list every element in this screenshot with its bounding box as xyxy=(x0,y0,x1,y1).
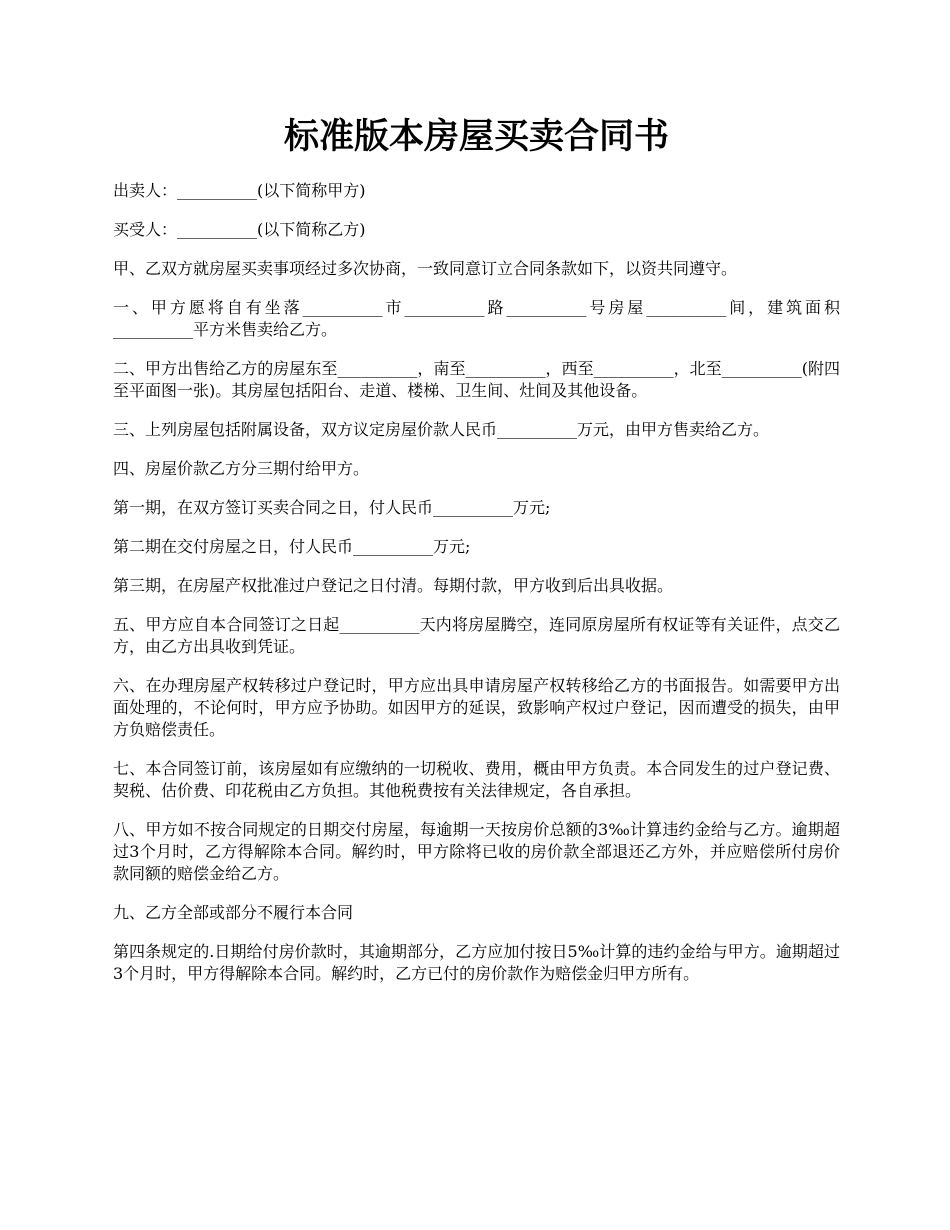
paragraph-clause-8: 八、甲方如不按合同规定的日期交付房屋，每逾期一天按房价总额的3‰计算违约金给与乙方。逾期超过3个月时，乙方得解除本合同。解约时，甲方除将已收的房价款全部退还乙方外，并应赔偿所付房价款同额的赔偿金给乙方。 xyxy=(113,820,840,883)
paragraph-clause-1: 一、甲方愿将自有坐落__________市__________路__________号房屋__________间，建筑面积__________平方米售卖给乙方。 xyxy=(113,298,840,339)
paragraph-payment-1: 第一期，在双方签订买卖合同之日，付人民币__________万元; xyxy=(113,498,551,517)
paragraph-preamble: 甲、乙双方就房屋买卖事项经过多次协商，一致同意订立合同条款如下，以资共同遵守。 xyxy=(113,259,738,278)
paragraph-seller: 出卖人：__________(以下简称甲方) xyxy=(113,181,366,200)
paragraph-clause-5: 五、甲方应自本合同签订之日起__________天内将房屋腾空，连同原房屋所有权证等有关证件，点交乙方，由乙方出具收到凭证。 xyxy=(113,615,840,656)
paragraph-payment-2: 第二期在交付房屋之日，付人民币__________万元; xyxy=(113,537,471,556)
paragraph-buyer: 买受人：__________(以下简称乙方) xyxy=(113,220,366,239)
paragraph-payment-3: 第三期，在房屋产权批准过户登记之日付清。每期付款，甲方收到后出具收据。 xyxy=(113,576,674,595)
paragraph-clause-4: 四、房屋价款乙方分三期付给甲方。 xyxy=(113,459,370,478)
paragraph-clause-9-continued: 第四条规定的.日期给付房价款时，其逾期部分，乙方应加付按日5‰计算的违约金给与甲方。逾期超过3个月时，甲方得解除本合同。解约时，乙方已付的房价款作为赔偿金归甲方所有。 xyxy=(113,942,840,983)
contract-document xyxy=(113,112,840,1002)
paragraph-clause-6: 六、在办理房屋产权转移过户登记时，甲方应出具申请房屋产权转移给乙方的书面报告。如需要甲方出面处理的，不论何时，甲方应予协助。如因甲方的延误，致影响产权过户登记，因而遭受的损失，由甲方负赔偿责任。 xyxy=(113,676,840,739)
paragraph-clause-3: 三、上列房屋包括附属设备，双方议定房屋价款人民币__________万元，由甲方售卖给乙方。 xyxy=(113,420,770,439)
paragraph-clause-9: 九、乙方全部或部分不履行本合同 xyxy=(113,903,354,922)
paragraph-clause-2: 二、甲方出售给乙方的房屋东至__________，南至__________，西至__________，北至__________(附四至平面图一张)。其房屋包括阳台、走道、楼梯、卫生间、灶间及其他设备。 xyxy=(113,359,840,400)
paragraph-clause-7: 七、本合同签订前，该房屋如有应缴纳的一切税收、费用，概由甲方负责。本合同发生的过户登记费、契税、估价费、印花税由乙方负担。其他税费按有关法律规定，各自承担。 xyxy=(113,759,840,800)
document-title: 标准版本房屋买卖合同书 xyxy=(283,116,669,157)
